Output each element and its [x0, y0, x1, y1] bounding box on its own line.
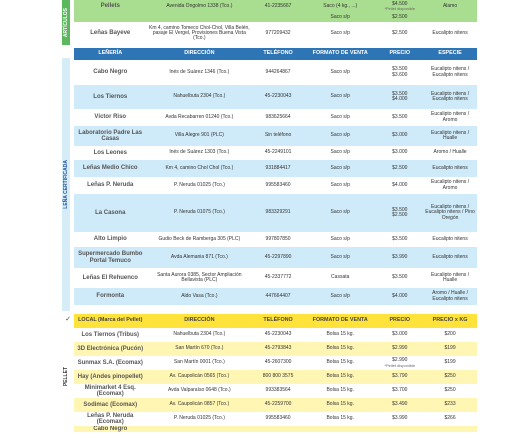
row-price — [376, 60, 423, 85]
price-note: *Pellet disponible — [384, 362, 416, 368]
section-label-top-text: ARTÍCULOS — [63, 7, 69, 38]
table-row — [74, 328, 477, 342]
row-price — [376, 426, 423, 432]
row-address: P. Neruda 01025 (Tco.) — [147, 177, 253, 194]
row-species: Eucalipto nitens — [423, 22, 477, 45]
row-price — [376, 85, 423, 109]
section-label-lena-text: LEÑA CERTIFICADA — [63, 160, 69, 209]
row-name: Sodimac (Ecomax) — [74, 398, 147, 412]
row-name: Leñas Medio Chico — [74, 160, 147, 177]
row-format: Bolsa 15 kg. — [304, 342, 377, 356]
price-value: $2.500 — [392, 13, 408, 20]
table-row — [74, 412, 477, 426]
checkmark-icon: ✓ — [65, 48, 71, 55]
section-label-pellet-text: PELLET — [63, 366, 69, 387]
row-name: Minimarket 4 Esq. (Ecomax) — [74, 384, 147, 398]
row-format: Saco s/p — [304, 109, 377, 126]
row-name: Los Leones — [74, 146, 147, 160]
row-format: Saco s/p — [304, 22, 377, 45]
row-format: Saco s/p — [304, 247, 377, 268]
row-phone: 45-2607300 — [252, 356, 304, 370]
row-name: Los Tiernos (Tribus) — [74, 328, 147, 342]
row-price-per-kg — [423, 426, 477, 432]
row-price — [376, 194, 423, 232]
price-value: $4.500 — [392, 0, 408, 7]
row-name: Cabo Negro — [74, 60, 147, 85]
row-price — [376, 0, 423, 13]
table-row — [74, 398, 477, 412]
row-format: Bolsa 15 kg. — [304, 356, 377, 370]
row-price — [376, 13, 423, 22]
table-row — [74, 288, 477, 305]
row-price-per-kg: $200 — [423, 328, 477, 342]
row-format: Cassata — [304, 268, 377, 288]
row-species: Eucalipto nitens — [423, 247, 477, 268]
col-header-precio-kg: PRECIO x KG — [423, 314, 477, 328]
price-value: $3.490 — [392, 401, 408, 408]
row-species: Aromo / Hualle — [423, 146, 477, 160]
row-name: Leñas P. Neruda — [74, 177, 147, 194]
row-address: San Martín 670 (Tco.) — [147, 342, 253, 356]
price-value: $3.500 — [392, 66, 408, 73]
row-price — [376, 146, 423, 160]
row-price-per-kg: $250 — [423, 370, 477, 384]
row-phone: 944264867 — [252, 60, 304, 85]
table-row — [74, 160, 477, 177]
pellet-table — [74, 314, 477, 432]
price-value: $3.500 — [392, 235, 408, 242]
price-value: $2.990 — [392, 357, 408, 364]
row-phone: 45-2337772 — [252, 268, 304, 288]
row-price — [376, 370, 423, 384]
row-name: Los Tiernos — [74, 85, 147, 109]
table-row — [74, 177, 477, 194]
col-header-especie: ESPECIE — [423, 48, 477, 60]
row-format — [304, 426, 377, 432]
row-format: Saco s/p — [304, 60, 377, 85]
row-name: Leñas El Rehuenco — [74, 268, 147, 288]
price-note: *Pellet disponible — [384, 6, 416, 12]
row-address: Inés de Suárez 1346 (Tco.) — [147, 60, 253, 85]
table-row — [74, 247, 477, 268]
row-format: Bolsa 15 kg. — [304, 384, 377, 398]
table-row — [74, 109, 477, 126]
price-value: $3.990 — [392, 253, 408, 260]
table-row — [74, 356, 477, 370]
table-row — [74, 194, 477, 232]
table-row — [74, 232, 477, 247]
row-name: Formonta — [74, 288, 147, 305]
col-header-direccion: DIRECCIÓN — [147, 314, 253, 328]
table-row — [74, 426, 477, 432]
row-price-per-kg: $199 — [423, 356, 477, 370]
price-value: $3.500 — [392, 90, 408, 97]
row-species: Alamo — [423, 0, 477, 13]
col-header-telefono: TELÉFONO — [252, 314, 304, 328]
section-label-lena — [62, 58, 70, 311]
row-format: Saco (4 kg., ...) — [304, 0, 377, 13]
row-phone: 45-2793843 — [252, 342, 304, 356]
row-species: Eucalipto nitens — [423, 160, 477, 177]
row-name — [74, 13, 147, 22]
row-price — [376, 177, 423, 194]
row-price — [376, 268, 423, 288]
row-name: Víctor Riso — [74, 109, 147, 126]
row-format: Saco s/p — [304, 126, 377, 146]
section-label-pellet — [62, 315, 70, 438]
row-address: P. Neruda 01075 (Tco.) — [147, 194, 253, 232]
row-format: Saco s/p — [304, 160, 377, 177]
row-name: Hay (Andes pinopellet) — [74, 370, 147, 384]
row-address: P. Neruda 01025 (Tco.) — [147, 412, 253, 426]
price-value: $2.990 — [392, 345, 408, 352]
row-address: Avenida Ongolmo 1338 (Tco.) — [147, 0, 253, 13]
row-price — [376, 384, 423, 398]
row-species: Aromo / Hualle / Eucalipto nitens — [423, 288, 477, 305]
price-value-2: $2.500 — [392, 212, 408, 218]
row-address: Av. Caupolicán 0857 (Tco.) — [147, 398, 253, 412]
price-value: $3.500 — [392, 113, 408, 120]
price-value-2: $3.600 — [392, 71, 408, 78]
row-name: Leñas P. Neruda (Ecomax) — [74, 412, 147, 426]
row-price — [376, 288, 423, 305]
row-phone: 41-2235667 — [252, 0, 304, 13]
row-address: Aldo Vasa (Tco.) — [147, 288, 253, 305]
row-name: Sunmax S.A. (Ecomax) — [74, 356, 147, 370]
row-phone: 45-2259700 — [252, 398, 304, 412]
row-phone: 45-2230043 — [252, 85, 304, 109]
row-format: Saco s/p — [304, 288, 377, 305]
row-price — [376, 398, 423, 412]
row-phone: 800 800 3575 — [252, 370, 304, 384]
row-name: Laboratorio Padre Las Casas — [74, 126, 147, 146]
row-species: Eucalipto nitens — [423, 232, 477, 247]
row-price — [376, 22, 423, 45]
row-phone: 45-2249101 — [252, 146, 304, 160]
row-name: Supermercado Bumbo Portal Temuco — [74, 247, 147, 268]
col-header-precio: PRECIO — [376, 48, 423, 60]
row-phone: 983329291 — [252, 194, 304, 232]
row-address: Avda Recabarren 01240 (Tco.) — [147, 109, 253, 126]
row-phone: 993383564 — [252, 384, 304, 398]
row-species: Eucalipto nitens / Hualle — [423, 126, 477, 146]
col-header-direccion: DIRECCIÓN — [147, 48, 253, 60]
row-species: Eucalipto nitens / Eucalipto nitens — [423, 85, 477, 109]
row-price-per-kg: $199 — [423, 342, 477, 356]
row-address: Avda Valparaíso 0648 (Tco.) — [147, 384, 253, 398]
table-row — [74, 85, 477, 109]
price-value-2: $4.000 — [392, 96, 408, 102]
col-header-precio: PRECIO — [376, 314, 423, 328]
row-address: Gudio Beck de Ramberga 305 (PLC) — [147, 232, 253, 247]
row-price — [376, 356, 423, 370]
row-phone: 995583460 — [252, 177, 304, 194]
row-phone: 977209432 — [252, 22, 304, 45]
row-address: Nahuelbuta 2304 (Tco.) — [147, 85, 253, 109]
row-format: Saco s/p — [304, 85, 377, 109]
row-phone: 995583460 — [252, 412, 304, 426]
row-format: Bolsa 15 kg. — [304, 370, 377, 384]
table-row — [74, 342, 477, 356]
row-species: Eucalipto nitens / Aromo — [423, 177, 477, 194]
row-species: Eucalipto nitens / Aromo — [423, 109, 477, 126]
row-address: Santa Aurora 0385, Sector Ampliación Bellavista (PLC) — [147, 268, 253, 288]
price-value: $3.500 — [392, 206, 408, 213]
row-species: Eucalipto nitens / Eucalipto nitens — [423, 60, 477, 85]
row-format: Bolsa 15 kg. — [304, 412, 377, 426]
table-row — [74, 146, 477, 160]
row-format: Bolsa 15 kg. — [304, 328, 377, 342]
lena-table — [74, 48, 477, 305]
row-address: Inés de Suárez 1303 (Tco.) — [147, 146, 253, 160]
row-address: Avda Alemania 871 (Tco.) — [147, 247, 253, 268]
row-phone: 45-2297890 — [252, 247, 304, 268]
row-name: La Casona — [74, 194, 147, 232]
row-price-per-kg: $250 — [423, 384, 477, 398]
row-species — [423, 13, 477, 22]
row-format: Saco s/p — [304, 146, 377, 160]
row-phone — [252, 426, 304, 432]
row-price — [376, 232, 423, 247]
row-name: 3D Electrónica (Pucón) — [74, 342, 147, 356]
row-price — [376, 126, 423, 146]
section-label-top — [62, 0, 70, 45]
row-format: Bolsa 15 kg. — [304, 398, 377, 412]
row-address — [147, 426, 253, 432]
row-species: Eucalipto nitens / Eucalipto nitens / Pino Oregón — [423, 194, 477, 232]
price-value: $3.990 — [392, 415, 408, 422]
row-address: San Martín 0001 (Tco.) — [147, 356, 253, 370]
price-value: $3.790 — [392, 373, 408, 380]
table-row — [74, 384, 477, 398]
row-phone: 997807850 — [252, 232, 304, 247]
price-value: $4.000 — [392, 181, 408, 188]
table-row — [74, 0, 477, 13]
price-value: $3.500 — [392, 274, 408, 281]
col-header-local: LOCAL (Marca del Pellet) — [74, 314, 147, 328]
col-header-telefono: TELÉFONO — [252, 48, 304, 60]
row-format: Saco s/p — [304, 177, 377, 194]
col-header-leneria: LEÑERÍA — [74, 48, 147, 60]
row-price — [376, 342, 423, 356]
row-phone: Sin teléfono — [252, 126, 304, 146]
row-address: Villa Alegre 901 (PLC) — [147, 126, 253, 146]
row-address — [147, 13, 253, 22]
price-value: $3.000 — [392, 331, 408, 338]
price-value: $3.700 — [392, 387, 408, 394]
table-row — [74, 13, 477, 22]
table-row — [74, 370, 477, 384]
row-phone: 983625664 — [252, 109, 304, 126]
table-row — [74, 60, 477, 85]
row-phone: 447664407 — [252, 288, 304, 305]
row-format: Saco s/p — [304, 232, 377, 247]
row-address: Km 4, camino Tomeco Chol-Chol, Villa Belén, pasaje El Vergel, Provisiones Buena Vista (Tco.) — [147, 22, 253, 45]
row-address: Av. Caupolicán 0565 (Tco.) — [147, 370, 253, 384]
col-header-formato: FORMATO DE VENTA — [304, 48, 377, 60]
row-phone — [252, 13, 304, 22]
row-species: Eucalipto nitens / Hualle — [423, 268, 477, 288]
row-price — [376, 328, 423, 342]
price-value: $3.000 — [392, 132, 408, 139]
row-price — [376, 160, 423, 177]
row-price — [376, 247, 423, 268]
table-row — [74, 126, 477, 146]
row-address: Km 4, camino Chol Chol (Tco.) — [147, 160, 253, 177]
row-name: Alto Limpio — [74, 232, 147, 247]
price-value: $2.500 — [392, 29, 408, 36]
col-header-formato: FORMATO DE VENTA — [304, 314, 377, 328]
row-name: Pellets — [74, 0, 147, 13]
row-phone: 931884417 — [252, 160, 304, 177]
row-price — [376, 109, 423, 126]
table-row — [74, 268, 477, 288]
top-table — [74, 0, 477, 45]
table-row — [74, 22, 477, 45]
row-format: Saco s/p — [304, 194, 377, 232]
row-price-per-kg: $266 — [423, 412, 477, 426]
price-value: $3.000 — [392, 149, 408, 156]
row-name: Leñas Bayeve — [74, 22, 147, 45]
price-value: $4.000 — [392, 292, 408, 299]
row-address: Nahuelbuta 2304 (Tco.) — [147, 328, 253, 342]
checkmark-icon: ✓ — [65, 316, 71, 323]
row-name: Cabo Negro — [74, 426, 147, 432]
row-phone: 45-2230043 — [252, 328, 304, 342]
row-price — [376, 412, 423, 426]
row-price-per-kg: $233 — [423, 398, 477, 412]
row-format: Saco s/p — [304, 13, 377, 22]
price-value: $2.500 — [392, 164, 408, 171]
